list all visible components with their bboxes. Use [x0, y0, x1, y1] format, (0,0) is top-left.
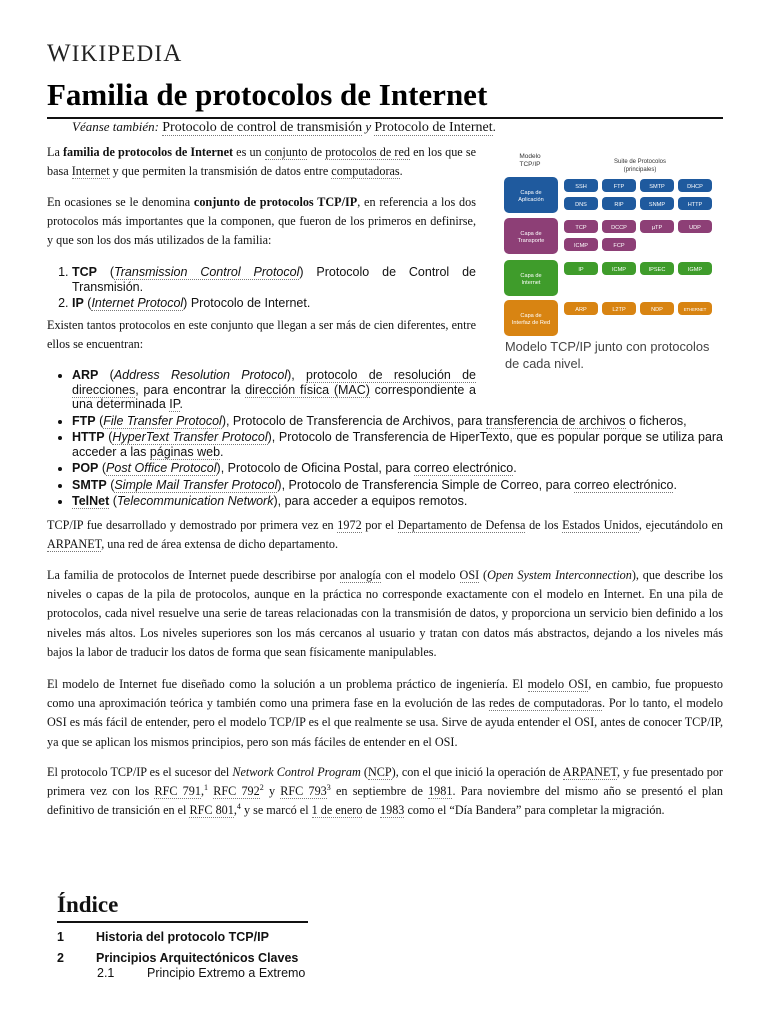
paragraph-text: en septiembre de [330, 784, 429, 799]
link-post-office-protocol[interactable]: Post Office Protocol [106, 461, 217, 475]
link-rfc-791[interactable]: RFC 791 [154, 784, 201, 799]
bullet-text: , Protocolo de Transferencia de Archivos, para [225, 413, 486, 428]
logo-last-letter: A [163, 40, 183, 67]
intro-text: en los que se basa [47, 145, 476, 179]
protocol-label: DNS [575, 202, 587, 208]
list-item: • TelNet (Telecommunication Network), para acceder a equipos remotos. [72, 494, 723, 509]
see-also-prefix: Véanse también: [72, 119, 160, 134]
logo-first-letter: W [47, 40, 72, 67]
paragraph-text: y [263, 784, 281, 799]
intro-paragraph [47, 143, 476, 181]
paragraph-text: de [362, 803, 381, 818]
protocol-abbr: HTTP [72, 430, 105, 444]
protocol-label: IPSEC [648, 267, 666, 273]
bullet-text: . [220, 444, 224, 459]
protocol-label: L2TP [612, 307, 626, 313]
link-internet-protocol[interactable]: Internet Protocol [91, 296, 184, 310]
link-1981[interactable]: 1981 [428, 784, 453, 799]
bullet-text: , para encontrar la [135, 382, 246, 397]
paragraph-text: , una red de área extensa de dicho departamento. [101, 537, 339, 552]
protocol-abbr: ARP [72, 368, 99, 382]
model-label-line1: Modelo [519, 153, 541, 160]
link-analogia[interactable]: analogía [339, 568, 382, 582]
link-arpanet[interactable]: ARPANET [47, 537, 102, 552]
link-osi[interactable]: OSI [459, 568, 480, 582]
bullet-text: o ficheros, [625, 413, 687, 428]
paragraph-text: ( [360, 765, 368, 779]
bullet-text: , Protocolo de Transferencia Simple de Correo, para [281, 477, 575, 492]
italic-term: Network Control Program [232, 765, 361, 779]
protocol-label: NDP [651, 307, 663, 313]
protocol-label: ICMP [574, 243, 588, 249]
paragraph-text: por el [361, 518, 398, 532]
protocol-label: SMTP [649, 184, 665, 190]
layer-label: Capa de Aplicación [518, 190, 544, 203]
figure-caption: Modelo TCP/IP junto con protocolos de cada nivel. [505, 339, 710, 371]
paragraph-text: La familia de protocolos de Internet puede describirse por [47, 568, 340, 582]
protocol-abbr: SMTP [72, 477, 107, 492]
model-label [519, 153, 541, 168]
layer-label: Capa de Interfaz de Red [511, 313, 551, 326]
bullet-text: , Protocolo de Oficina Postal, para [220, 461, 414, 475]
ref-3[interactable]: 3 [326, 783, 331, 793]
toc-label: Historia del protocolo TCP/IP [96, 930, 269, 944]
link-conjunto[interactable]: conjunto [264, 145, 308, 159]
bullet-text: , [291, 368, 307, 382]
ref-4[interactable]: 4 [236, 802, 241, 812]
link-transmission-control-protocol[interactable]: Transmission Control Protocol [114, 265, 300, 279]
ref-2[interactable]: 2 [259, 783, 264, 793]
see-also-link-tcp[interactable]: Protocolo de control de transmisión [162, 120, 363, 135]
italic-term: Open System Interconnection [487, 568, 632, 582]
paragraph-text: y se marcó el [240, 803, 312, 818]
link-departamento-de-defensa[interactable]: Departamento de Defensa [397, 518, 526, 532]
paragraph-text: En ocasiones se le denomina [47, 195, 194, 209]
paragraph-text: , y fue presentado por primera vez con los [47, 765, 723, 799]
protocol-full-name: Address Resolution Protocol [113, 368, 288, 382]
list-item: • POP (Post Office Protocol), Protocolo de Oficina Postal, para correo electrónico. [72, 461, 723, 476]
protocol-label: TCP [575, 225, 587, 231]
paragraph-text: ), que describe los niveles o capas de la pila de protocolos, aunque en la práctica no corresponde exactamente con el modelo en Internet. En una pila de protocolos, cada nivel resuelve una serie de tareas relacionadas con la transmisión de datos, y proporciona un servicio bien definido a los niveles más altos. Los niveles superiores son los más cercanos al usuario y tratan con datos más abstractos, dejando a los niveles más bajos la labor de traducir los datos de forma que sean físicamente manipulables. [47, 568, 723, 659]
bullet-text: . [673, 477, 677, 492]
toc-number: 2.1 [97, 966, 115, 980]
protocol-label: HTTP [687, 202, 703, 208]
toc-number: 1 [57, 930, 64, 944]
paragraph-text: , en referencia a los dos protocolos más importantes que la componen, que fueron de los primeros en definirse, y que son los dos más utilizados de la familia: [47, 195, 476, 248]
link-computadoras[interactable]: computadoras [331, 164, 400, 179]
link-arpanet[interactable]: ARPANET [562, 765, 617, 779]
paragraph-text: , ejecutándolo en [638, 518, 724, 532]
paragraph-text: . Por lo tanto, el modelo OSI es más fácil de entender, pero el modelo TCP/IP es el que realmente se usa. Sirve de ayuda entender el OSI, antes de conocer TCP/IP, ya que se aplican los mismos principios, pero son más fáciles de entender en el OSI. [47, 696, 723, 749]
link-1972[interactable]: 1972 [337, 518, 362, 532]
bold-term: conjunto de protocolos TCP/IP [193, 195, 358, 209]
model-label-line2: TCP/IP [519, 161, 541, 168]
toc-title: Índice [57, 892, 119, 917]
link-correo-electronico[interactable]: correo electrónico [413, 461, 514, 475]
link-protocolos-de-red[interactable]: protocolos de red [325, 145, 410, 159]
intro-text: es un [233, 145, 265, 159]
protocol-label: IGMP [687, 267, 703, 273]
link-rfc-792[interactable]: RFC 792 [213, 784, 260, 799]
link-simple-mail-transfer-protocol[interactable]: Simple Mail Transfer Protocol [114, 477, 278, 492]
toc-label: Principios Arquitectónicos Claves [96, 951, 299, 965]
link-paginas-web[interactable]: páginas web [149, 444, 221, 459]
protocol-full-name: Telecommunication Network [116, 494, 274, 508]
link-correo-electronico[interactable]: correo electrónico [574, 477, 674, 492]
toc-number: 2 [57, 951, 64, 965]
list-item: • SMTP (Simple Mail Transfer Protocol), Protocolo de Transferencia Simple de Correo, para correo electrónico. [72, 478, 723, 493]
link-rfc-801[interactable]: RFC 801 [189, 803, 234, 818]
link-transferencia-de-archivos[interactable]: transferencia de archivos [485, 413, 626, 428]
paragraph-text: como el “Día Bandera” para completar la migración. [404, 803, 665, 818]
protocol-label: FCP [613, 243, 625, 249]
paragraph-text: de los [525, 518, 563, 532]
protocol-label: RIP [614, 202, 624, 208]
layer-label: Capa de Internet [520, 273, 542, 286]
list-item: • ARP (Address Resolution Protocol), protocolo de resolución de direcciones, para encontrar la dirección física (MAC) correspondiente a una determinada IP. [72, 368, 476, 412]
toc-underline [57, 921, 308, 923]
protocol-abbr: TCP [72, 265, 97, 279]
protocol-label: SSH [575, 184, 587, 190]
page-title: Familia de protocolos de Internet [47, 77, 488, 112]
link-ncp[interactable]: NCP [367, 765, 392, 779]
protocol-label: FTP [613, 184, 625, 190]
link-protocolo-resolucion-direcciones[interactable]: protocolo de resolución de direcciones [72, 368, 476, 397]
protocol-bullet-list [72, 368, 723, 511]
link-telnet[interactable]: TelNet [72, 494, 110, 508]
paragraph-text: ( [479, 568, 488, 582]
intro-bold-term: familia de protocolos de Internet [63, 145, 234, 159]
protocol-label: DHCP [687, 184, 703, 190]
suite-label-line1: Suite de Protocolos [613, 159, 667, 165]
list-item: 2. IP (Internet Protocol) Protocolo de Internet. [72, 296, 476, 311]
protocol-label: DCCP [611, 225, 627, 231]
list-item: • HTTP (HyperText Transfer Protocol), Protocolo de Transferencia de HiperTexto, que es popular porque se utiliza para acceder a las páginas web. [72, 430, 723, 459]
bullet-text: , Protocolo de Transferencia de HiperTexto, que es popular porque se utiliza para acceder a las [72, 430, 724, 459]
protocol-label: UDP [689, 225, 701, 231]
paragraph-text: ), con el que inició la operación de [391, 765, 563, 779]
paragraph-text: . Para noviembre del mismo año se presentó el plan definitivo de transición en el [47, 784, 723, 818]
protocol-label: µTP [651, 225, 663, 231]
protocol-label: ETHERNET [683, 307, 707, 312]
link-file-transfer-protocol[interactable]: File Transfer Protocol [103, 413, 222, 428]
bullet-text: . [179, 397, 183, 411]
ref-1[interactable]: 1 [204, 783, 209, 793]
tcpip-suite-paragraph [47, 193, 476, 251]
internet-model-paragraph [47, 675, 723, 752]
layers-group [504, 177, 712, 336]
paragraph-text: con el modelo [381, 568, 460, 582]
protocol-label: ARP [575, 307, 587, 313]
link-modelo-osi[interactable]: modelo OSI [527, 677, 589, 691]
intro-text: . [399, 164, 403, 179]
suite-label-line2: (principales) [623, 167, 657, 173]
link-direccion-fisica[interactable]: dirección física (MAC) [245, 382, 370, 397]
protocol-abbr: FTP [72, 413, 96, 428]
protocol-desc: Protocolo de Internet. [190, 296, 311, 310]
protocol-label: IP [578, 267, 584, 273]
link-internet[interactable]: Internet [71, 164, 110, 179]
layer-label: Capa de Transporte [517, 231, 545, 244]
link-1-de-enero[interactable]: 1 de enero [311, 803, 363, 818]
toc-label: Principio Extremo a Extremo [147, 966, 306, 980]
see-also-separator: y [365, 119, 372, 134]
link-redes-de-computadoras[interactable]: redes de computadoras [488, 696, 603, 711]
tcpip-model-diagram [498, 147, 726, 337]
ncp-successor-paragraph: El protocolo TCP/IP es el sucesor del Network Control Program (NCP), con el que inició la operación de ARPANET, y fue presentado por primera vez con los RFC 791,$^1$ RFC $792^2$ y RFC $793^3$ en septiembre de 1981. Para noviembre del mismo año se presentó el plan definitivo de transición en el RFC 801,$^4$ y se marcó el 1 de enero de 1983 como el “Día Bandera” para completar la migración. [47, 765, 723, 818]
paragraph-text: , en cambio, fue propuesto como una aproximación teórica y también como una primera fase en la evolución de las [47, 677, 723, 711]
link-estados-unidos[interactable]: Estados Unidos [562, 518, 639, 532]
bullet-text: . [513, 461, 517, 475]
paragraph-text: TCP/IP fue desarrollado y demostrado por primera vez en [47, 518, 338, 532]
intro-text: La [47, 145, 63, 159]
bullet-text: correspondiente a una determinada [72, 382, 477, 411]
link-hypertext-transfer-protocol[interactable]: HyperText Transfer Protocol [112, 430, 268, 444]
see-also-hatnote: Véanse también: Protocolo de control de transmisión y Protocolo de Internet. [72, 119, 496, 135]
main-protocols-list [72, 265, 476, 313]
protocol-label: SNMP [648, 202, 666, 208]
protocols-count-paragraph: Existen tantos protocolos en este conjunto que llegan a ser más de cien diferentes, entre ellos se encuentran: [47, 318, 476, 352]
link-1983[interactable]: 1983 [380, 803, 405, 818]
list-item: 1. TCP (Transmission Control Protocol) Protocolo de Control de Transmisión. [72, 265, 476, 294]
logo-middle: IKIPEDI [71, 41, 164, 66]
protocol-abbr: IP [72, 296, 84, 310]
protocol-abbr: POP [72, 461, 99, 475]
link-ip[interactable]: IP [169, 397, 180, 411]
bullet-text: , para acceder a equipos remotos. [277, 494, 468, 508]
intro-text: y que permiten la transmisión de datos entre [109, 164, 332, 179]
paragraph-text: El protocolo TCP/IP es el sucesor del [47, 765, 233, 779]
protocol-desc: Protocolo de Control de Transmisión. [72, 265, 476, 294]
osi-analogy-paragraph [47, 566, 723, 662]
paragraph-text: El modelo de Internet fue diseñado como la solución a un problema práctico de ingeniería. El [47, 677, 528, 691]
link-rfc-793[interactable]: RFC 793 [280, 784, 327, 799]
see-also-link-ip[interactable]: Protocolo de Internet [374, 120, 493, 135]
wikipedia-logo[interactable] [47, 40, 183, 68]
list-item: • FTP (File Transfer Protocol), Protocolo de Transferencia de Archivos, para transferencia de archivos o ficheros, [72, 414, 723, 429]
suite-label [614, 159, 666, 173]
intro-text: de [307, 145, 326, 159]
history-paragraph [47, 516, 723, 554]
protocol-label: ICMP [612, 267, 626, 273]
